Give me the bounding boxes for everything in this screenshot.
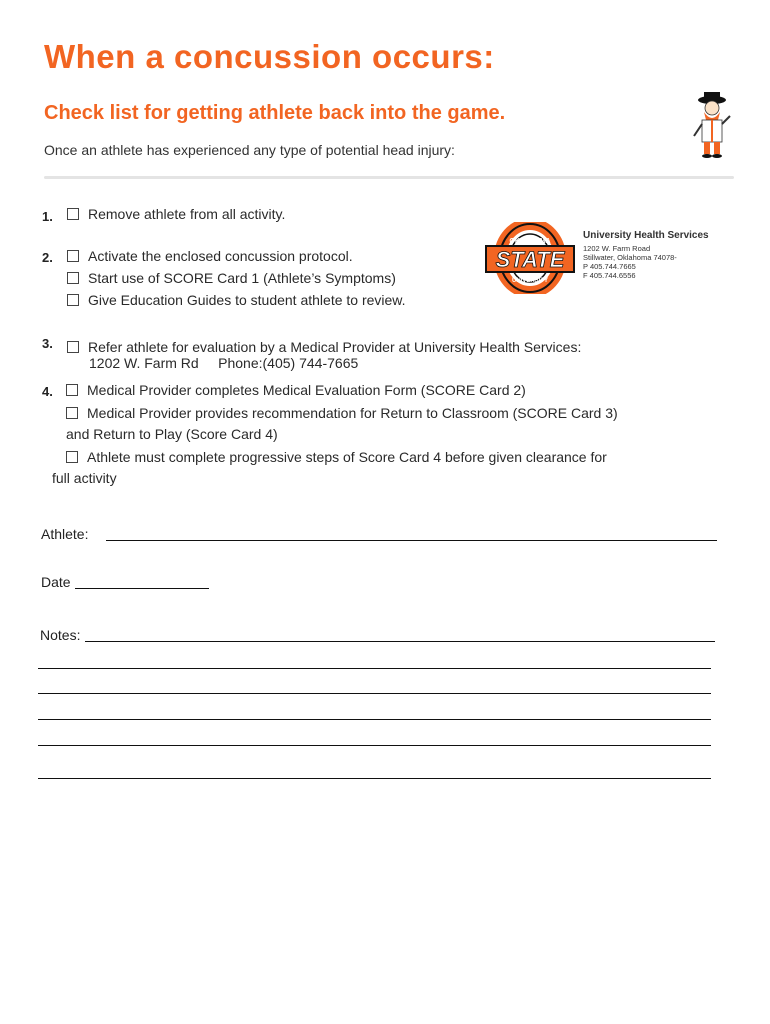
notes-line[interactable] [38,719,711,720]
step-3-number: 3. [42,336,53,351]
notes-label: Notes: [40,627,81,643]
step-1-item-1: Remove athlete from all activity. [67,203,285,225]
uhs-address-line2: Stillwater, Oklahoma 74078- [583,253,677,262]
intro-text: Once an athlete has experienced any type of potential head injury: [44,142,455,158]
logo-bottom-text: UNIVERSITY [511,278,549,284]
mascot-icon [690,90,734,158]
step-3-item-1: Refer athlete for evaluation by a Medical Provider at University Health Services: [67,336,581,358]
step-4-item-1: Medical Provider completes Medical Evaluation Form (SCORE Card 2) [66,379,526,401]
athlete-field[interactable] [106,540,717,541]
notes-line[interactable] [38,668,711,669]
checkbox[interactable] [66,407,78,419]
page-subtitle: Check list for getting athlete back into the game. [44,102,506,124]
notes-line[interactable] [38,745,711,746]
step-4-item-3: Athlete must complete progressive steps of Score Card 4 before given clearance for [66,446,607,468]
step-3-address: 1202 W. Farm Rd Phone:(405) 744-7665 [89,355,359,371]
notes-line[interactable] [38,778,711,779]
page-title: When a concussion occurs: [44,38,495,75]
uhs-address [583,244,677,280]
uhs-name: University Health Services [583,230,709,241]
date-field[interactable] [75,588,209,589]
step-4-number: 4. [42,384,53,399]
notes-line[interactable] [38,693,711,694]
uhs-address-line1: 1202 W. Farm Road [583,244,651,253]
logo-main-text: STATE [495,247,565,272]
checkbox[interactable] [67,341,79,353]
step-2-item-3: Give Education Guides to student athlete to review. [67,289,406,311]
checkbox[interactable] [67,208,79,220]
step-4-item-2: Medical Provider provides recommendation for Return to Classroom (SCORE Card 3) [66,402,618,424]
date-label: Date [41,574,71,590]
logo-top-text: OKLAHOMA [509,238,551,245]
oklahoma-state-logo [484,222,576,294]
notes-field[interactable] [85,641,715,642]
athlete-label: Athlete: [41,526,89,542]
step-4-item-3-continued: full activity [52,470,117,486]
checkbox[interactable] [66,451,78,463]
header-divider [44,176,734,179]
checkbox[interactable] [67,250,79,262]
uhs-phone: P 405.744.7665 [583,262,636,271]
step-1-number: 1. [42,209,53,224]
step-2-item-1: Activate the enclosed concussion protocol. [67,245,353,267]
step-2-number: 2. [42,250,53,265]
uhs-fax: F 405.744.6556 [583,271,636,280]
checkbox[interactable] [67,272,79,284]
checkbox[interactable] [67,294,79,306]
step-4-item-2-continued: and Return to Play (Score Card 4) [66,426,278,442]
checkbox[interactable] [66,384,78,396]
step-2-item-2: Start use of SCORE Card 1 (Athlete’s Symptoms) [67,267,396,289]
